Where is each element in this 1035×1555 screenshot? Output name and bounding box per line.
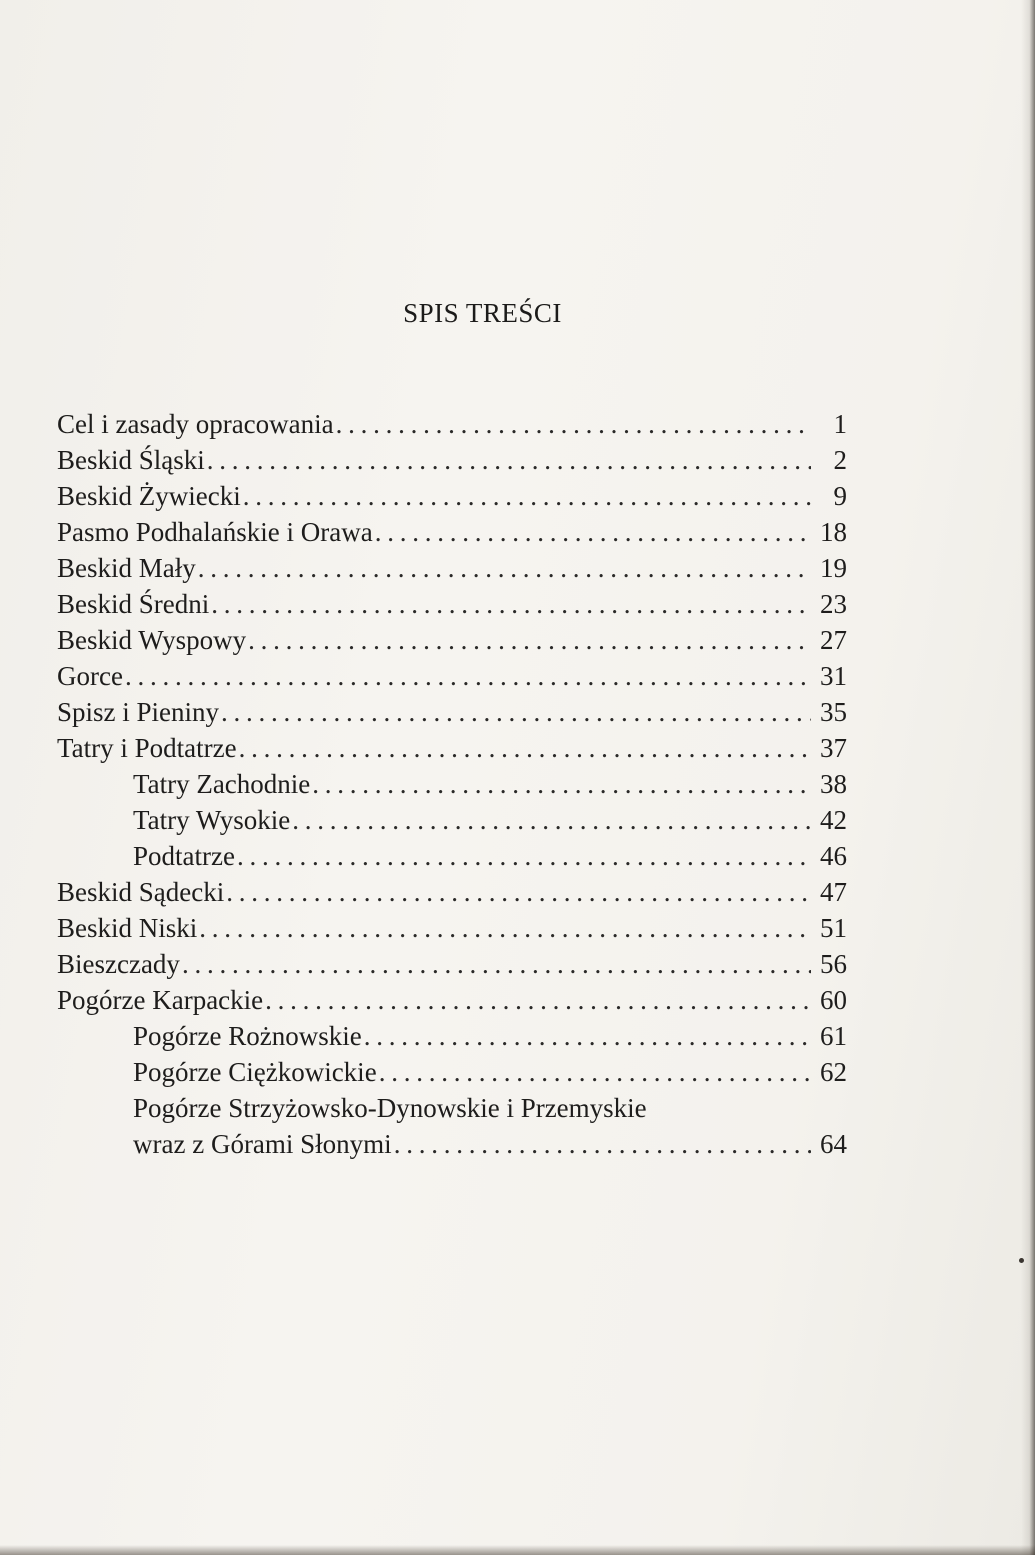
toc-entry-label: Tatry i Podtatrze xyxy=(57,733,237,763)
toc-subentry xyxy=(57,838,847,874)
dot-leader xyxy=(198,550,811,586)
toc-entry-label: Tatry Zachodnie xyxy=(133,769,311,799)
dot-leader xyxy=(394,1126,811,1162)
toc-entry-label: Beskid Sądecki xyxy=(57,877,225,907)
toc-entry-page: 23 xyxy=(820,589,847,619)
toc-entry-label: Spisz i Pieniny xyxy=(57,697,220,727)
page-bottom-shadow xyxy=(0,1545,1035,1555)
table-of-contents xyxy=(57,406,847,1162)
toc-entry xyxy=(57,910,847,946)
dot-leader xyxy=(211,586,811,622)
toc-entry-label: Beskid Mały xyxy=(57,553,196,583)
toc-subentry xyxy=(57,766,847,802)
dot-leader xyxy=(248,622,811,658)
dot-leader xyxy=(265,982,811,1018)
toc-entry-label: Pogórze Ciężkowickie xyxy=(133,1057,377,1087)
toc-subentry xyxy=(57,802,847,838)
dot-leader xyxy=(292,802,811,838)
toc-entry xyxy=(57,694,847,730)
toc-entry-label: Podtatrze xyxy=(133,841,235,871)
toc-entry-page: 35 xyxy=(820,697,847,727)
toc-entry-page: 62 xyxy=(820,1057,847,1087)
toc-entry-page: 2 xyxy=(833,445,847,475)
dot-leader xyxy=(336,406,811,442)
toc-entry xyxy=(57,442,847,478)
toc-entry-page: 61 xyxy=(820,1021,847,1051)
toc-entry-label: Pogórze Karpackie xyxy=(57,985,264,1015)
toc-entry-label: Cel i zasady opracowania xyxy=(57,409,334,439)
toc-entry-page: 46 xyxy=(820,841,847,871)
page-edge-shadow xyxy=(1021,0,1035,1555)
toc-subentry-first-line: Pogórze Strzyżowsko-Dynowskie i Przemyskie xyxy=(133,1093,647,1123)
toc-entry-page: 51 xyxy=(820,913,847,943)
toc-entry-page: 37 xyxy=(820,733,847,763)
toc-entry-label: Pasmo Podhalańskie i Orawa xyxy=(57,517,373,547)
toc-subentry xyxy=(57,1126,847,1162)
toc-entry-page: 38 xyxy=(820,769,847,799)
dot-leader xyxy=(125,658,811,694)
dot-leader xyxy=(207,442,811,478)
toc-entry-label: Beskid Średni xyxy=(57,589,210,619)
toc-entry xyxy=(57,982,847,1018)
toc-entry xyxy=(57,730,847,766)
toc-entry xyxy=(57,586,847,622)
toc-entry-label: Beskid Niski xyxy=(57,913,198,943)
toc-entry-label: wraz z Górami Słonymi xyxy=(133,1129,392,1159)
toc-entry-page: 19 xyxy=(820,553,847,583)
toc-subentry xyxy=(57,1054,847,1090)
toc-entry-label: Beskid Żywiecki xyxy=(57,481,241,511)
toc-entry xyxy=(57,514,847,550)
page-title: SPIS TREŚCI xyxy=(403,298,562,328)
dot-leader xyxy=(379,1054,811,1090)
toc-entry-page: 60 xyxy=(820,985,847,1015)
dot-leader xyxy=(199,910,811,946)
dot-leader xyxy=(364,1018,811,1054)
toc-entry-label: Tatry Wysokie xyxy=(133,805,291,835)
dot-leader xyxy=(221,694,811,730)
toc-entry xyxy=(57,406,847,442)
toc-entry-label: Bieszczady xyxy=(57,949,180,979)
toc-entry xyxy=(57,622,847,658)
toc-entry-page: 1 xyxy=(833,409,847,439)
dot-leader xyxy=(226,874,811,910)
paper-speck xyxy=(1019,1258,1024,1263)
toc-entry-page: 31 xyxy=(820,661,847,691)
toc-entry-page: 18 xyxy=(820,517,847,547)
toc-entry-page: 27 xyxy=(820,625,847,655)
toc-entry-label: Pogórze Rożnowskie xyxy=(133,1021,362,1051)
dot-leader xyxy=(243,478,811,514)
toc-subentry xyxy=(57,1018,847,1054)
toc-entry xyxy=(57,946,847,982)
toc-entry-page: 42 xyxy=(820,805,847,835)
toc-entry-label: Beskid Wyspowy xyxy=(57,625,247,655)
toc-entry-page: 64 xyxy=(820,1129,847,1159)
dot-leader xyxy=(312,766,811,802)
toc-entry xyxy=(57,658,847,694)
toc-entry-page: 56 xyxy=(820,949,847,979)
toc-entry-label: Gorce xyxy=(57,661,123,691)
dot-leader xyxy=(237,838,811,874)
toc-entry-page: 47 xyxy=(820,877,847,907)
dot-leader xyxy=(182,946,811,982)
dot-leader xyxy=(375,514,811,550)
toc-entry xyxy=(57,478,847,514)
toc-entry-page: 9 xyxy=(833,481,847,511)
toc-entry-label: Beskid Śląski xyxy=(57,445,205,475)
dot-leader xyxy=(239,730,811,766)
toc-entry xyxy=(57,874,847,910)
toc-entry xyxy=(57,550,847,586)
